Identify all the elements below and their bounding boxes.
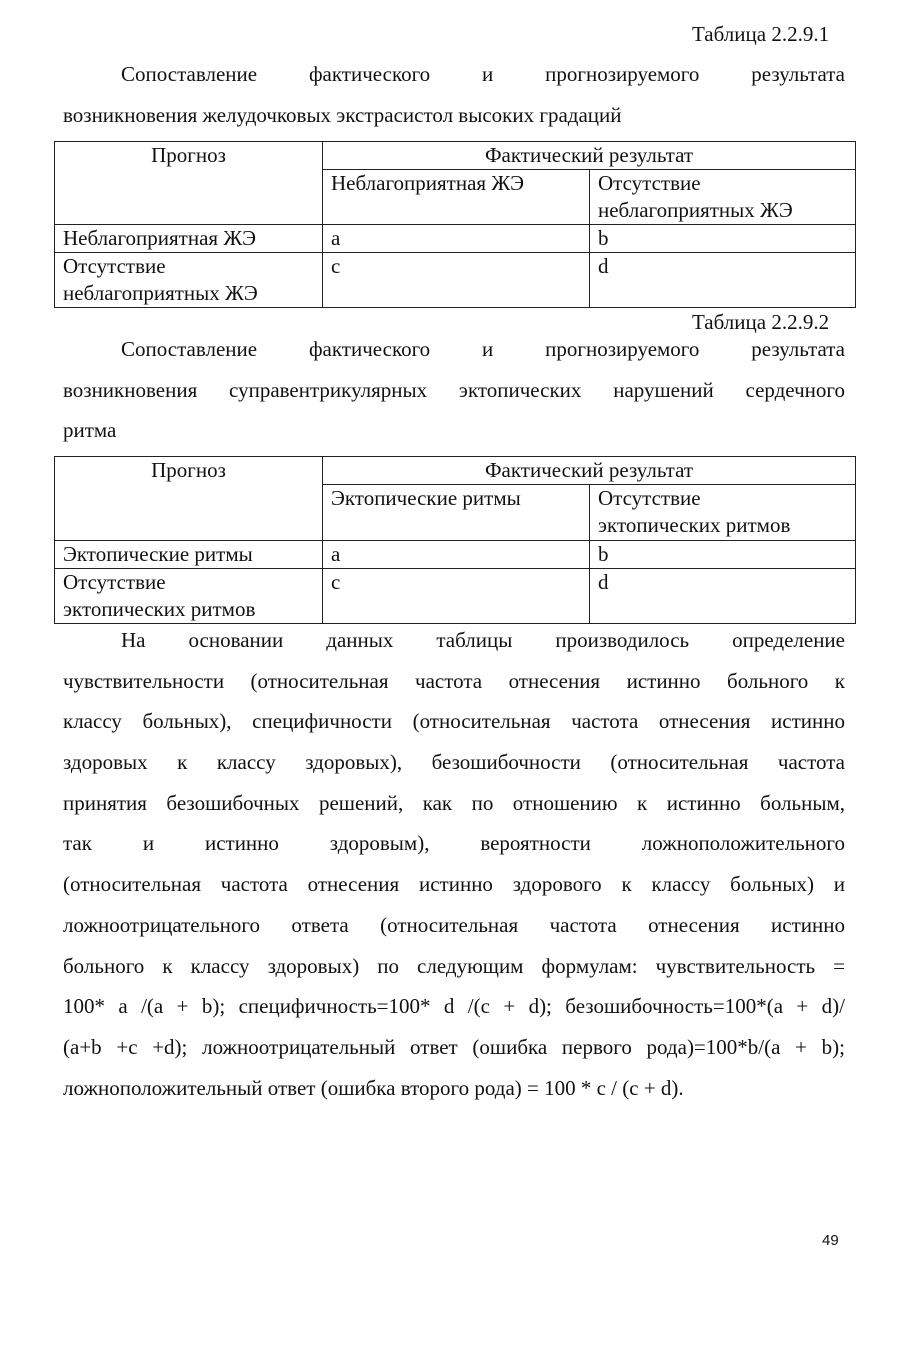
table-row [55, 253, 856, 308]
header-forecast: Прогноз [55, 457, 323, 541]
caption-line: возникновения желудочковых экстрасистол высоких градаций [63, 102, 622, 127]
table-cell: a [323, 225, 590, 253]
body-line: ложноотрицательного ответа (относительная частота отнесения истинно [63, 912, 845, 937]
table-caption-2 [63, 329, 845, 451]
table-number-2: Таблица 2.2.9.2 [692, 310, 830, 334]
body-line: больного к классу здоровых) по следующим формулам: чувствительность = [63, 953, 845, 978]
subheader-col2: Отсутствие эктопических ритмов [590, 485, 856, 541]
caption-line: Сопоставление фактического и прогнозируемого результата [121, 337, 845, 361]
body-line: принятия безошибочных решений, как по отношению к истинно больным, [63, 790, 845, 815]
row-label: Отсутствие неблагоприятных ЖЭ [55, 253, 323, 308]
body-line: (относительная частота отнесения истинно здорового к классу больных) и [63, 872, 845, 897]
table-cell: b [590, 225, 856, 253]
body-line: 100* a /(a + b); специфичность=100* d /(c + d); безошибочность=100*(a + d)/ [63, 994, 845, 1019]
header-actual-result: Фактический результат [323, 457, 856, 485]
row-label: Отсутствие эктопических ритмов [55, 569, 323, 624]
body-line: (a+b +c +d); ложноотрицательный ответ (ошибка первого рода)=100*b/(a + b); [63, 1034, 845, 1059]
comparison-table-2 [54, 456, 856, 624]
comparison-table-1 [54, 141, 856, 308]
table-cell: a [323, 541, 590, 569]
table-cell: d [590, 569, 856, 624]
body-line: На основании данных таблицы производилось определение [121, 628, 845, 652]
body-line: классу больных), специфичности (относительная частота отнесения истинно [63, 709, 845, 734]
table-row [55, 569, 856, 624]
table-cell: b [590, 541, 856, 569]
body-line: чувствительности (относительная частота отнесения истинно больного к [63, 668, 845, 693]
caption-line: возникновения суправентрикулярных эктопических нарушений сердечного [63, 377, 845, 402]
subheader-col1: Эктопические ритмы [323, 485, 590, 541]
row-label: Неблагоприятная ЖЭ [55, 225, 323, 253]
page-number: 49 [822, 1232, 839, 1249]
body-line: здоровых к классу здоровых), безошибочности (относительная частота [63, 750, 845, 775]
header-forecast: Прогноз [55, 142, 323, 225]
table-row [55, 541, 856, 569]
subheader-col1: Неблагоприятная ЖЭ [323, 170, 590, 225]
table-row [55, 225, 856, 253]
row-label: Эктопические ритмы [55, 541, 323, 569]
body-line: так и истинно здоровым), вероятности ложноположительного [63, 831, 845, 856]
table-caption-1 [63, 54, 845, 135]
table-cell: c [323, 253, 590, 308]
caption-line: Сопоставление фактического и прогнозируемого результата [121, 62, 845, 86]
body-paragraph [63, 620, 845, 1108]
caption-line: ритма [63, 418, 117, 442]
table-number-1: Таблица 2.2.9.1 [692, 22, 830, 46]
header-actual-result: Фактический результат [323, 142, 856, 170]
table-cell: d [590, 253, 856, 308]
subheader-col2: Отсутствие неблагоприятных ЖЭ [590, 170, 856, 225]
body-line: ложноположительный ответ (ошибка второго рода) = 100 * c / (c + d). [63, 1075, 684, 1100]
table-cell: c [323, 569, 590, 624]
